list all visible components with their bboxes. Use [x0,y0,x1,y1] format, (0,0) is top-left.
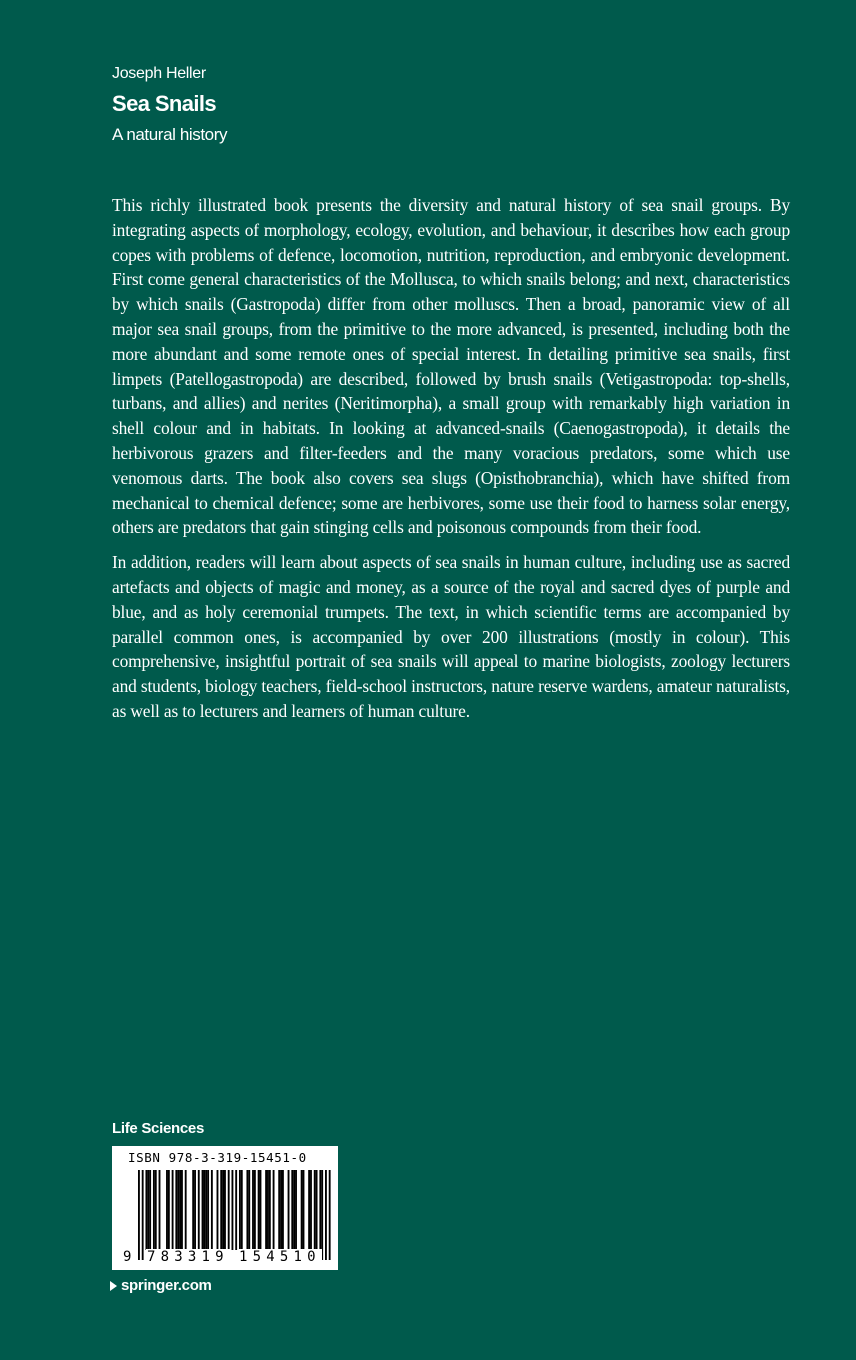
barcode-bar [181,1170,183,1250]
barcode-bar [282,1170,284,1250]
barcode-bar [235,1170,237,1250]
barcode-bar [194,1170,196,1250]
barcode-bar [308,1170,310,1250]
barcode-bar [142,1170,144,1260]
isbn-barcode [112,1146,338,1270]
barcode-bar [319,1170,321,1260]
arrow-right-icon [110,1281,117,1291]
barcode-bar [291,1170,293,1250]
barcode-bar [220,1170,222,1250]
barcode-bar [288,1170,290,1250]
barcode-bar [252,1170,254,1250]
barcode-bar [145,1170,147,1250]
barcode-bar [258,1170,260,1250]
book-subtitle: A natural history [112,125,228,144]
barcode-bar [303,1170,305,1250]
blurb [112,193,790,734]
barcode-bar [155,1170,157,1250]
barcode-bar [172,1170,174,1250]
barcode-bar [321,1170,323,1260]
barcode-bar [153,1170,155,1250]
barcode-bar [159,1170,161,1250]
barcode-bar [203,1170,205,1250]
barcode-bar [205,1170,207,1250]
barcode-bar [149,1170,151,1250]
barcode-bar [280,1170,282,1250]
barcode-bar [185,1170,187,1250]
barcode-bar [198,1170,200,1250]
isbn-label: ISBN 978-3-319-15451-0 [128,1150,307,1165]
barcode-bar [228,1170,230,1260]
barcode-bar [177,1170,179,1250]
barcode-bar [211,1170,213,1250]
barcode-bar [254,1170,256,1250]
blurb-paragraph-1: This richly illustrated book presents the diversity and natural history of sea snail groups. By integrating aspects of morphology, ecology, evolution, and behaviour, it describes how each group copes with problems of defence, locomotion, nutrition, reproduction, and embryonic development. First come general characteristics of the Mollusca, to which snails belong; and next, characteristics by which snails (Gastropoda) differ from other molluscs. Then a broad, panoramic view of all major sea snail groups, from the primitive to the more advanced, is presented, including both the more abundant and some remote ones of special interest. In detailing primitive sea snails, first limpets (Patellogastropoda) are described, followed by brush snails (Vetigastropoda: top-shells, turbans, and allies) and nerites (Neritimorpha), a small group with remarkably high variation in shell colour and in habitats. In looking at advanced-snails (Caenogastropoda), it details the herbivorous grazers and filter-feeders and the many voracious predators, some which use venomous darts. The book also covers sea slugs (Opisthobranchia), which have shifted from mechanical to chemical defence; some are herbivores, some use their food to harness solar energy, others are predators that gain stinging cells and poisonous compounds from their food. [112,195,790,538]
publisher-site: springer.com [121,1277,212,1294]
barcode-bar [222,1170,224,1260]
barcode-bar [325,1170,327,1260]
barcode-bar [267,1170,269,1250]
barcode-bar [278,1170,280,1250]
barcode-bar [314,1170,316,1260]
barcode-bar [207,1170,209,1250]
publisher-link[interactable] [110,1276,212,1296]
barcode-bar [168,1170,170,1250]
barcode-bar [293,1170,295,1250]
barcode-bar [295,1170,297,1250]
barcode-bar [138,1170,140,1260]
subject-category: Life Sciences [112,1120,204,1137]
barcode-bar [166,1170,168,1250]
barcode-right-digits: 154510 [239,1249,321,1265]
barcode-left-digits: 783319 [147,1249,229,1265]
barcode-bar [301,1170,303,1250]
barcode-bar [239,1170,241,1250]
book-title: Sea Snails [112,91,217,116]
barcode-bar [192,1170,194,1250]
barcode-bar [269,1170,271,1250]
barcode-bar [202,1170,204,1250]
author-name: Joseph Heller [112,65,206,82]
barcode-bar [265,1170,267,1250]
barcode-bar [224,1170,226,1260]
barcode-bar [217,1170,219,1250]
barcode-bar [175,1170,177,1250]
barcode-bar [179,1170,181,1250]
blurb-paragraph-2: In addition, readers will learn about aspects of sea snails in human culture, including use as sacred artefacts and objects of magic and money, as a source of the royal and sacred dyes of purple and blue, and as holy ceremonial trumpets. The text, in which scientific terms are accompanied by parallel common ones, is accompanied by over 200 illustrations (mostly in colour). This comprehensive, insightful portrait of sea snails will appeal to marine biologists, zoology lecturers and students, biology teachers, field-school instructors, nature reserve wardens, amateur naturalists, as well as to lecturers and learners of human culture. [112,552,790,721]
barcode-bar [246,1170,248,1250]
barcode-bar [232,1170,234,1250]
barcode-bar [316,1170,318,1260]
barcode-lead-digit: 9 [123,1249,132,1265]
barcode-bar [329,1170,331,1260]
barcode-bar [260,1170,262,1250]
barcode-bar [273,1170,275,1250]
barcode-bar [147,1170,149,1250]
barcode-bar [310,1170,312,1260]
barcode-bar [248,1170,250,1250]
barcode-bar [241,1170,243,1250]
